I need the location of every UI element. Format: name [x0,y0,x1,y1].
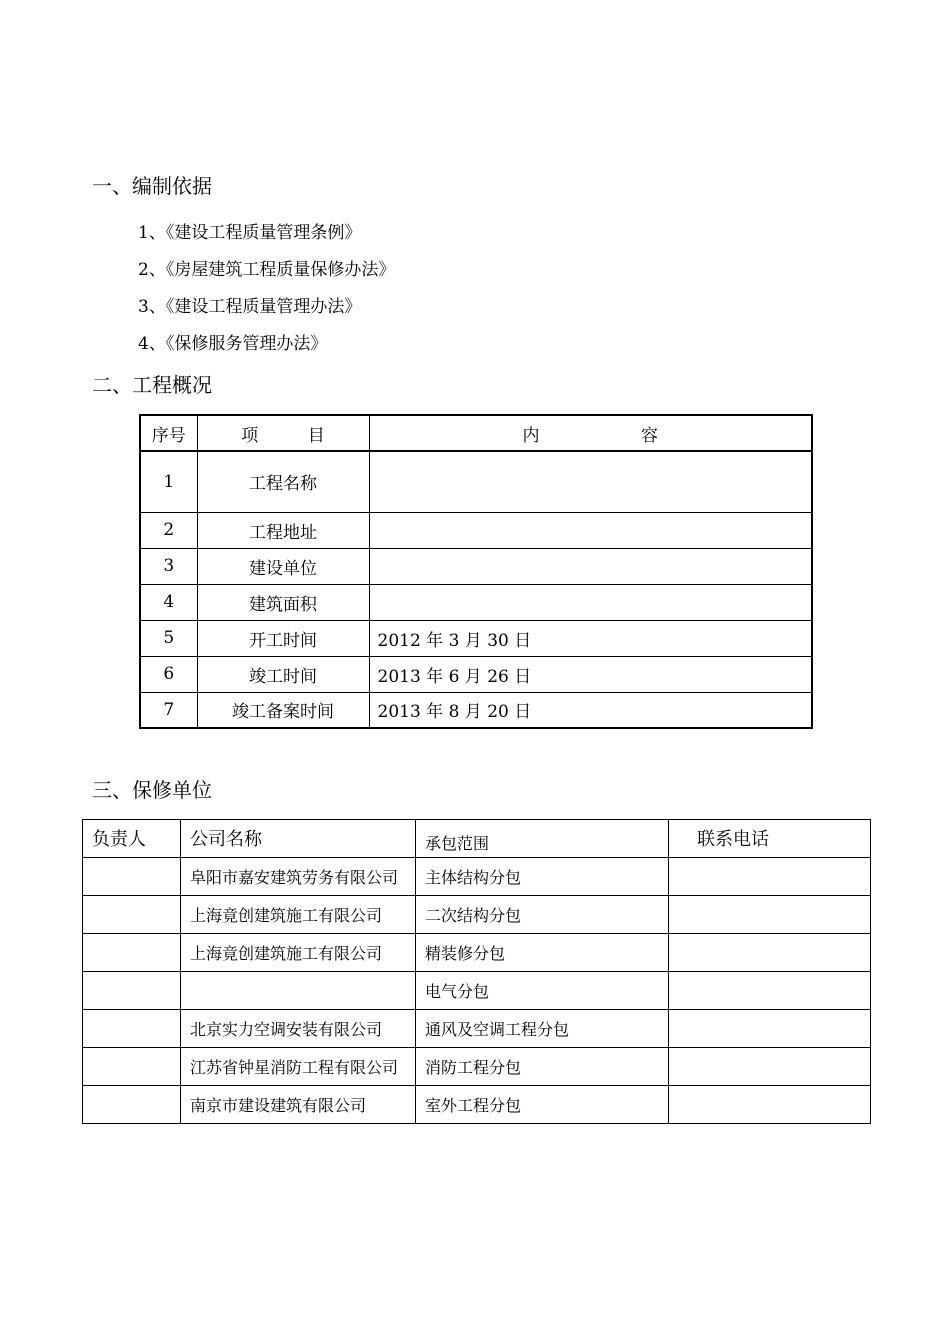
row-no: 3 [140,548,197,584]
row-scope: 消防工程分包 [416,1048,669,1086]
row-person [83,1048,181,1086]
table-row [83,896,871,934]
row-company: 上海竟创建筑施工有限公司 [181,896,416,934]
row-company [181,972,416,1010]
row-scope: 通风及空调工程分包 [416,1010,669,1048]
row-item: 开工时间 [197,620,369,656]
table-header-row [140,415,812,451]
row-company: 北京实力空调安装有限公司 [181,1010,416,1048]
table-row [140,692,812,728]
header-item: 项 目 [197,415,369,451]
table-row [140,548,812,584]
row-company: 上海竟创建筑施工有限公司 [181,934,416,972]
row-no: 4 [140,584,197,620]
row-item: 工程名称 [197,451,369,512]
row-scope: 电气分包 [416,972,669,1010]
header-phone: 联系电话 [669,820,871,858]
section1-title: 一、编制依据 [92,174,212,198]
row-phone [669,858,871,896]
warranty-units-table [82,819,871,1124]
basis-item-2: 2、《房屋建筑工程质量保修办法》 [138,260,396,280]
row-content: 2012 年 3 月 30 日 [369,620,812,656]
table-row [140,656,812,692]
table-row [83,934,871,972]
row-person [83,896,181,934]
row-person [83,972,181,1010]
table-header-row [83,820,871,858]
table-row [140,512,812,548]
row-no: 7 [140,692,197,728]
table-row [83,972,871,1010]
table-row [83,1086,871,1124]
row-phone [669,1048,871,1086]
row-company: 阜阳市嘉安建筑劳务有限公司 [181,858,416,896]
row-no: 2 [140,512,197,548]
row-item: 竣工备案时间 [197,692,369,728]
table-row [83,858,871,896]
table-row [140,584,812,620]
header-content: 内 容 [369,415,812,451]
row-scope: 主体结构分包 [416,858,669,896]
row-phone [669,934,871,972]
row-scope: 室外工程分包 [416,1086,669,1124]
row-item: 工程地址 [197,512,369,548]
row-content [369,548,812,584]
row-person [83,934,181,972]
row-content [369,512,812,548]
row-company: 南京市建设建筑有限公司 [181,1086,416,1124]
row-company: 江苏省钟星消防工程有限公司 [181,1048,416,1086]
row-no: 6 [140,656,197,692]
row-content [369,451,812,512]
row-item: 竣工时间 [197,656,369,692]
row-person [83,1086,181,1124]
table-row [83,1048,871,1086]
row-no: 1 [140,451,197,512]
section3-title: 三、保修单位 [92,778,212,802]
project-overview-table [139,414,813,729]
header-scope: 承包范围 [416,820,669,858]
row-content [369,584,812,620]
row-content: 2013 年 6 月 26 日 [369,656,812,692]
header-person: 负责人 [83,820,181,858]
basis-item-1: 1、《建设工程质量管理条例》 [138,223,362,243]
table-row [140,620,812,656]
row-scope: 二次结构分包 [416,896,669,934]
basis-item-4: 4、《保修服务管理办法》 [138,334,328,354]
row-phone [669,972,871,1010]
row-no: 5 [140,620,197,656]
header-company: 公司名称 [181,820,416,858]
row-item: 建设单位 [197,548,369,584]
table-row [83,1010,871,1048]
row-phone [669,896,871,934]
table-row [140,451,812,512]
header-no: 序号 [140,415,197,451]
row-item: 建筑面积 [197,584,369,620]
row-phone [669,1010,871,1048]
row-scope: 精装修分包 [416,934,669,972]
row-content: 2013 年 8 月 20 日 [369,692,812,728]
row-person [83,858,181,896]
row-phone [669,1086,871,1124]
section2-title: 二、工程概况 [92,373,212,397]
basis-item-3: 3、《建设工程质量管理办法》 [138,297,362,317]
row-person [83,1010,181,1048]
